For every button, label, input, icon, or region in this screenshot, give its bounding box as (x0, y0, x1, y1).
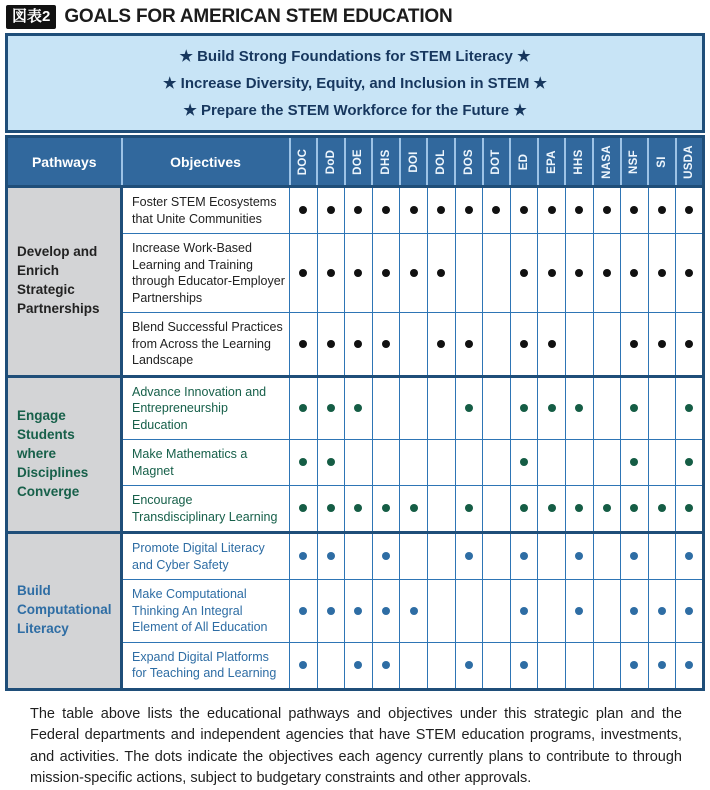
pathway-cell: Engage Students where Disciplines Converge (7, 376, 122, 533)
dot-cell-usda (676, 486, 704, 533)
agency-column-header-ed (510, 137, 538, 187)
dot-cell-doi (400, 187, 428, 234)
participation-dot-icon (630, 552, 638, 560)
dot-cell-dol (427, 580, 455, 643)
objective-row (7, 533, 704, 580)
dot-cell-dod (317, 580, 345, 643)
participation-dot-icon (658, 607, 666, 615)
dot-cell-dot (483, 187, 511, 234)
dot-cell-nasa (593, 642, 621, 689)
agency-label: NASA (600, 144, 613, 179)
agency-label: HHS (573, 148, 586, 175)
dot-cell-dhs (372, 580, 400, 643)
dot-cell-ed (510, 580, 538, 643)
participation-dot-icon (548, 404, 556, 412)
participation-dot-icon (299, 661, 307, 669)
dot-cell-si (648, 313, 676, 377)
participation-dot-icon (520, 607, 528, 615)
participation-dot-icon (354, 661, 362, 669)
participation-dot-icon (603, 504, 611, 512)
dot-cell-dhs (372, 642, 400, 689)
participation-dot-icon (354, 206, 362, 214)
participation-dot-icon (520, 661, 528, 669)
participation-dot-icon (465, 206, 473, 214)
dot-cell-doe (345, 313, 373, 377)
dot-cell-doc (290, 187, 318, 234)
dot-cell-nsf (621, 376, 649, 440)
dot-cell-usda (676, 440, 704, 486)
dot-cell-ed (510, 187, 538, 234)
dot-cell-nasa (593, 486, 621, 533)
dot-cell-dos (455, 313, 483, 377)
dot-cell-doi (400, 486, 428, 533)
participation-dot-icon (520, 458, 528, 466)
dot-cell-si (648, 440, 676, 486)
agency-column-header-nasa (593, 137, 621, 187)
participation-dot-icon (437, 340, 445, 348)
dot-cell-usda (676, 642, 704, 689)
dot-cell-doi (400, 580, 428, 643)
pathway-cell: Build Computational Literacy (7, 533, 122, 690)
objective-cell: Promote Digital Literacy and Cyber Safety (122, 533, 290, 580)
goal-line-1: ★ Build Strong Foundations for STEM Literacy ★ (179, 48, 531, 65)
agency-column-header-hhs (565, 137, 593, 187)
participation-dot-icon (658, 206, 666, 214)
participation-dot-icon (575, 404, 583, 412)
agency-label: DOS (462, 148, 475, 175)
dot-cell-hhs (565, 187, 593, 234)
dot-cell-doi (400, 234, 428, 313)
goal-line-3: ★ Prepare the STEM Workforce for the Future ★ (183, 102, 527, 119)
agency-label: NSF (628, 149, 641, 174)
dot-cell-dod (317, 187, 345, 234)
agency-label: ED (518, 153, 531, 170)
pathways-column-header: Pathways (7, 137, 122, 187)
dot-cell-dol (427, 440, 455, 486)
dot-cell-dhs (372, 234, 400, 313)
dot-cell-usda (676, 580, 704, 643)
participation-dot-icon (382, 552, 390, 560)
participation-dot-icon (575, 552, 583, 560)
dot-cell-nsf (621, 580, 649, 643)
dot-cell-dol (427, 486, 455, 533)
participation-dot-icon (630, 661, 638, 669)
page-title: GOALS FOR AMERICAN STEM EDUCATION (64, 5, 453, 27)
dot-cell-doc (290, 533, 318, 580)
participation-dot-icon (685, 552, 693, 560)
dot-cell-hhs (565, 642, 593, 689)
agency-label: SI (656, 155, 669, 168)
participation-dot-icon (327, 504, 335, 512)
participation-dot-icon (354, 607, 362, 615)
dot-cell-nsf (621, 642, 649, 689)
dot-cell-si (648, 580, 676, 643)
dot-cell-epa (538, 533, 566, 580)
participation-dot-icon (548, 269, 556, 277)
dot-cell-doc (290, 642, 318, 689)
participation-dot-icon (658, 504, 666, 512)
dot-cell-si (648, 642, 676, 689)
dot-cell-hhs (565, 580, 593, 643)
participation-dot-icon (437, 269, 445, 277)
dot-cell-dos (455, 187, 483, 234)
dot-cell-dot (483, 580, 511, 643)
participation-dot-icon (630, 404, 638, 412)
participation-dot-icon (382, 661, 390, 669)
stem-goals-banner (5, 33, 705, 133)
participation-dot-icon (685, 458, 693, 466)
participation-dot-icon (465, 661, 473, 669)
dot-cell-hhs (565, 234, 593, 313)
dot-cell-dhs (372, 313, 400, 377)
participation-dot-icon (465, 504, 473, 512)
dot-cell-ed (510, 440, 538, 486)
dot-cell-doe (345, 580, 373, 643)
dot-cell-doc (290, 486, 318, 533)
participation-dot-icon (630, 458, 638, 466)
participation-dot-icon (382, 340, 390, 348)
objective-row (7, 376, 704, 440)
participation-dot-icon (299, 458, 307, 466)
participation-dot-icon (465, 340, 473, 348)
agency-column-header-dhs (372, 137, 400, 187)
participation-dot-icon (630, 340, 638, 348)
dot-cell-nasa (593, 313, 621, 377)
dot-cell-dol (427, 642, 455, 689)
dot-cell-dos (455, 440, 483, 486)
dot-cell-dod (317, 486, 345, 533)
dot-cell-epa (538, 440, 566, 486)
participation-dot-icon (630, 607, 638, 615)
dot-cell-hhs (565, 313, 593, 377)
dot-cell-hhs (565, 533, 593, 580)
participation-dot-icon (410, 269, 418, 277)
participation-dot-icon (492, 206, 500, 214)
participation-dot-icon (630, 504, 638, 512)
participation-dot-icon (520, 269, 528, 277)
dot-cell-dod (317, 642, 345, 689)
dot-cell-dod (317, 533, 345, 580)
participation-dot-icon (575, 206, 583, 214)
participation-dot-icon (354, 504, 362, 512)
dot-cell-doe (345, 486, 373, 533)
participation-dot-icon (658, 340, 666, 348)
dot-cell-dot (483, 486, 511, 533)
participation-dot-icon (299, 552, 307, 560)
dot-cell-nsf (621, 440, 649, 486)
dot-cell-nsf (621, 486, 649, 533)
participation-dot-icon (520, 340, 528, 348)
dot-cell-nasa (593, 440, 621, 486)
dot-cell-doi (400, 376, 428, 440)
participation-dot-icon (465, 404, 473, 412)
participation-dot-icon (382, 504, 390, 512)
participation-dot-icon (299, 404, 307, 412)
dot-cell-dot (483, 440, 511, 486)
dot-cell-ed (510, 642, 538, 689)
dot-cell-nasa (593, 580, 621, 643)
agency-label: USDA (683, 144, 696, 179)
agency-label: DOL (435, 148, 448, 175)
dot-cell-epa (538, 642, 566, 689)
participation-dot-icon (327, 206, 335, 214)
participation-dot-icon (603, 206, 611, 214)
dot-cell-dol (427, 313, 455, 377)
dot-cell-nasa (593, 234, 621, 313)
goal-line-2: ★ Increase Diversity, Equity, and Inclusion in STEM ★ (163, 75, 547, 92)
participation-dot-icon (299, 504, 307, 512)
participation-dot-icon (410, 607, 418, 615)
dot-cell-dot (483, 234, 511, 313)
dot-cell-doi (400, 533, 428, 580)
dot-cell-epa (538, 376, 566, 440)
participation-dot-icon (299, 269, 307, 277)
dot-cell-ed (510, 234, 538, 313)
dot-cell-usda (676, 313, 704, 377)
participation-dot-icon (685, 206, 693, 214)
dot-cell-dod (317, 376, 345, 440)
agency-label: DoD (324, 149, 337, 174)
participation-dot-icon (465, 552, 473, 560)
dot-cell-epa (538, 580, 566, 643)
participation-dot-icon (630, 269, 638, 277)
dot-cell-dot (483, 376, 511, 440)
objective-cell: Expand Digital Platforms for Teaching and Learning (122, 642, 290, 689)
participation-dot-icon (685, 607, 693, 615)
dot-cell-si (648, 234, 676, 313)
agency-column-header-dod (317, 137, 345, 187)
dot-cell-dos (455, 234, 483, 313)
table-caption: The table above lists the educational pathways and objectives under this strategic plan and the Federal departments and independent agencies that have STEM education programs, investments, and activities. The dots indicate the objectives each agency currently plans to contribute to through mission-specific actions, subject to budgetary constraints and other approvals. (30, 705, 682, 786)
dot-cell-doe (345, 376, 373, 440)
participation-dot-icon (299, 206, 307, 214)
participation-dot-icon (327, 607, 335, 615)
dot-cell-nasa (593, 533, 621, 580)
agency-column-header-doe (345, 137, 373, 187)
agency-label: DOC (297, 148, 310, 175)
objective-cell: Advance Innovation and Entrepreneurship Education (122, 376, 290, 440)
participation-dot-icon (630, 206, 638, 214)
participation-dot-icon (575, 269, 583, 277)
dot-cell-nsf (621, 234, 649, 313)
dot-cell-dhs (372, 486, 400, 533)
participation-dot-icon (658, 661, 666, 669)
dot-cell-epa (538, 187, 566, 234)
participation-dot-icon (548, 340, 556, 348)
agency-label: DOE (352, 148, 365, 175)
participation-dot-icon (299, 340, 307, 348)
dot-cell-usda (676, 187, 704, 234)
dot-cell-dod (317, 313, 345, 377)
dot-cell-doc (290, 580, 318, 643)
participation-dot-icon (382, 206, 390, 214)
objective-cell: Make Computational Thinking An Integral Element of All Education (122, 580, 290, 643)
agency-label: DOI (407, 150, 420, 173)
dot-cell-dos (455, 533, 483, 580)
dot-cell-dhs (372, 376, 400, 440)
dot-cell-dol (427, 234, 455, 313)
dot-cell-dhs (372, 187, 400, 234)
agency-column-header-usda (676, 137, 704, 187)
participation-dot-icon (685, 661, 693, 669)
dot-cell-si (648, 376, 676, 440)
table-header-row (7, 137, 704, 187)
objective-cell: Foster STEM Ecosystems that Unite Communities (122, 187, 290, 234)
dot-cell-doc (290, 440, 318, 486)
participation-dot-icon (437, 206, 445, 214)
participation-dot-icon (354, 404, 362, 412)
participation-dot-icon (575, 607, 583, 615)
dot-cell-dod (317, 234, 345, 313)
objective-cell: Make Mathematics a Magnet (122, 440, 290, 486)
figure-number-badge: 図表2 (6, 5, 56, 29)
participation-dot-icon (382, 607, 390, 615)
participation-dot-icon (520, 504, 528, 512)
dot-cell-nsf (621, 187, 649, 234)
agency-column-header-epa (538, 137, 566, 187)
dot-cell-si (648, 187, 676, 234)
dot-cell-ed (510, 313, 538, 377)
dot-cell-dhs (372, 533, 400, 580)
objective-row (7, 187, 704, 234)
dot-cell-doc (290, 313, 318, 377)
dot-cell-hhs (565, 440, 593, 486)
dot-cell-epa (538, 313, 566, 377)
dot-cell-nasa (593, 187, 621, 234)
dot-cell-doe (345, 187, 373, 234)
dot-cell-hhs (565, 486, 593, 533)
agency-column-header-doi (400, 137, 428, 187)
participation-dot-icon (354, 340, 362, 348)
dot-cell-dhs (372, 440, 400, 486)
participation-dot-icon (685, 269, 693, 277)
agency-column-header-nsf (621, 137, 649, 187)
participation-dot-icon (685, 504, 693, 512)
objective-cell: Increase Work-Based Learning and Training through Educator-Employer Partnerships (122, 234, 290, 313)
dot-cell-doe (345, 533, 373, 580)
dot-cell-doe (345, 234, 373, 313)
objective-cell: Encourage Transdisciplinary Learning (122, 486, 290, 533)
dot-cell-doe (345, 440, 373, 486)
dot-cell-dol (427, 533, 455, 580)
participation-dot-icon (520, 404, 528, 412)
participation-dot-icon (354, 269, 362, 277)
dot-cell-nasa (593, 376, 621, 440)
agency-column-header-dos (455, 137, 483, 187)
dot-cell-dos (455, 376, 483, 440)
participation-dot-icon (685, 340, 693, 348)
dot-cell-usda (676, 533, 704, 580)
dot-cell-doc (290, 376, 318, 440)
participation-dot-icon (658, 269, 666, 277)
dot-cell-epa (538, 486, 566, 533)
participation-dot-icon (548, 504, 556, 512)
dot-cell-ed (510, 486, 538, 533)
dot-cell-dot (483, 533, 511, 580)
participation-dot-icon (520, 552, 528, 560)
pathway-cell: Develop and Enrich Strategic Partnerships (7, 187, 122, 377)
agency-column-header-dol (427, 137, 455, 187)
dot-cell-ed (510, 533, 538, 580)
dot-cell-epa (538, 234, 566, 313)
participation-dot-icon (382, 269, 390, 277)
dot-cell-usda (676, 234, 704, 313)
objective-cell: Blend Successful Practices from Across the Learning Landscape (122, 313, 290, 377)
participation-dot-icon (299, 607, 307, 615)
dot-cell-doc (290, 234, 318, 313)
objectives-column-header: Objectives (122, 137, 290, 187)
agency-label: EPA (545, 149, 558, 174)
agency-column-header-dot (483, 137, 511, 187)
dot-cell-doe (345, 642, 373, 689)
dot-cell-dot (483, 642, 511, 689)
dot-cell-hhs (565, 376, 593, 440)
dot-cell-dos (455, 642, 483, 689)
stem-objectives-table (5, 135, 705, 691)
participation-dot-icon (327, 269, 335, 277)
agency-column-header-si (648, 137, 676, 187)
dot-cell-dos (455, 580, 483, 643)
participation-dot-icon (327, 458, 335, 466)
dot-cell-ed (510, 376, 538, 440)
participation-dot-icon (327, 404, 335, 412)
participation-dot-icon (327, 340, 335, 348)
dot-cell-doi (400, 440, 428, 486)
dot-cell-doi (400, 313, 428, 377)
dot-cell-dot (483, 313, 511, 377)
agency-label: DHS (380, 148, 393, 175)
figure-title-row (0, 0, 710, 32)
agency-label: DOT (490, 148, 503, 175)
dot-cell-doi (400, 642, 428, 689)
dot-cell-dol (427, 376, 455, 440)
participation-dot-icon (685, 404, 693, 412)
dot-cell-dod (317, 440, 345, 486)
participation-dot-icon (410, 504, 418, 512)
participation-dot-icon (575, 504, 583, 512)
participation-dot-icon (548, 206, 556, 214)
dot-cell-dol (427, 187, 455, 234)
dot-cell-usda (676, 376, 704, 440)
participation-dot-icon (410, 206, 418, 214)
agency-column-header-doc (290, 137, 318, 187)
dot-cell-si (648, 533, 676, 580)
dot-cell-si (648, 486, 676, 533)
participation-dot-icon (520, 206, 528, 214)
dot-cell-dos (455, 486, 483, 533)
participation-dot-icon (327, 552, 335, 560)
dot-cell-nsf (621, 313, 649, 377)
dot-cell-nsf (621, 533, 649, 580)
participation-dot-icon (603, 269, 611, 277)
